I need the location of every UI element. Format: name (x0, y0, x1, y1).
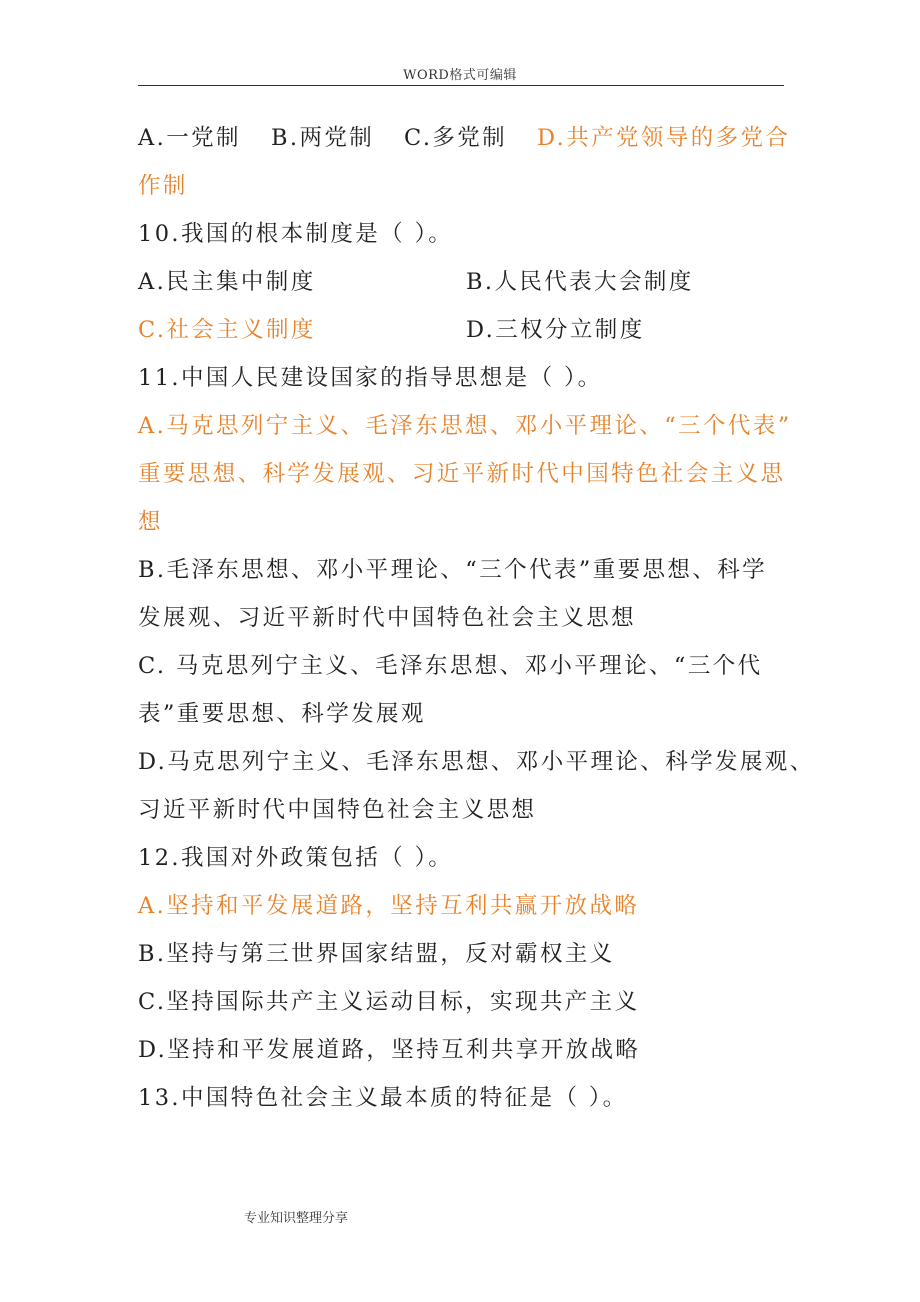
q11-option-c-cont: 表”重要思想、科学发展观 (138, 701, 426, 727)
q11-option-a-answer-cont-1: 重要思想、科学发展观、习近平新时代中国特色社会主义思 (138, 461, 786, 487)
q10-option-b: B.人民代表大会制度 (466, 269, 694, 295)
q11-option-b-cont: 发展观、习近平新时代中国特色社会主义思想 (138, 605, 637, 631)
q11-question: 11.中国人民建设国家的指导思想是（ ）。 (138, 365, 603, 391)
q11-option-d-cont: 习近平新时代中国特色社会主义思想 (138, 797, 537, 823)
q11-option-d: D.马克思列宁主义、毛泽东思想、邓小平理论、科学发展观、 (138, 749, 815, 775)
page-footer: 专业知识整理分享 (244, 1211, 349, 1226)
q9-option-a: A.一党制 (138, 125, 241, 151)
q10-option-a: A.民主集中制度 (138, 269, 316, 295)
q12-option-a-answer: A.坚持和平发展道路，坚持互利共赢开放战略 (138, 893, 640, 919)
q9-option-d-continued: 作制 (138, 173, 188, 199)
header-rule (138, 85, 784, 86)
q12-option-c: C.坚持国际共产主义运动目标，实现共产主义 (138, 989, 640, 1015)
q10-options-row-1 (138, 258, 788, 306)
q9-options-line (138, 114, 791, 162)
header-title: WORD格式可编辑 (403, 68, 517, 83)
q11-option-c: C. 马克思列宁主义、毛泽东思想、邓小平理论、“三个代 (138, 653, 763, 679)
q12-option-b: B.坚持与第三世界国家结盟，反对霸权主义 (138, 941, 615, 967)
q11-option-a-answer: A.马克思列宁主义、毛泽东思想、邓小平理论、“三个代表” (138, 413, 792, 439)
q10-options-row-2 (138, 306, 788, 354)
q12-option-d: D.坚持和平发展道路，坚持互利共享开放战略 (138, 1037, 641, 1063)
document-body (138, 114, 815, 1122)
q11-option-a-answer-cont-2: 想 (138, 509, 163, 535)
q9-option-b: B.两党制 (271, 125, 375, 151)
q10-option-c-answer: C.社会主义制度 (138, 317, 316, 343)
q9-option-d-answer: D.共产党领导的多党合 (537, 125, 791, 151)
q10-question: 10.我国的根本制度是（ ）。 (138, 221, 454, 247)
q13-question: 13.中国特色社会主义最本质的特征是（ ）。 (138, 1085, 628, 1111)
q10-option-d: D.三权分立制度 (466, 317, 645, 343)
q11-option-b: B.毛泽东思想、邓小平理论、“三个代表”重要思想、科学 (138, 557, 767, 583)
q9-option-c: C.多党制 (404, 125, 508, 151)
q12-question: 12.我国对外政策包括（ ）。 (138, 845, 454, 871)
